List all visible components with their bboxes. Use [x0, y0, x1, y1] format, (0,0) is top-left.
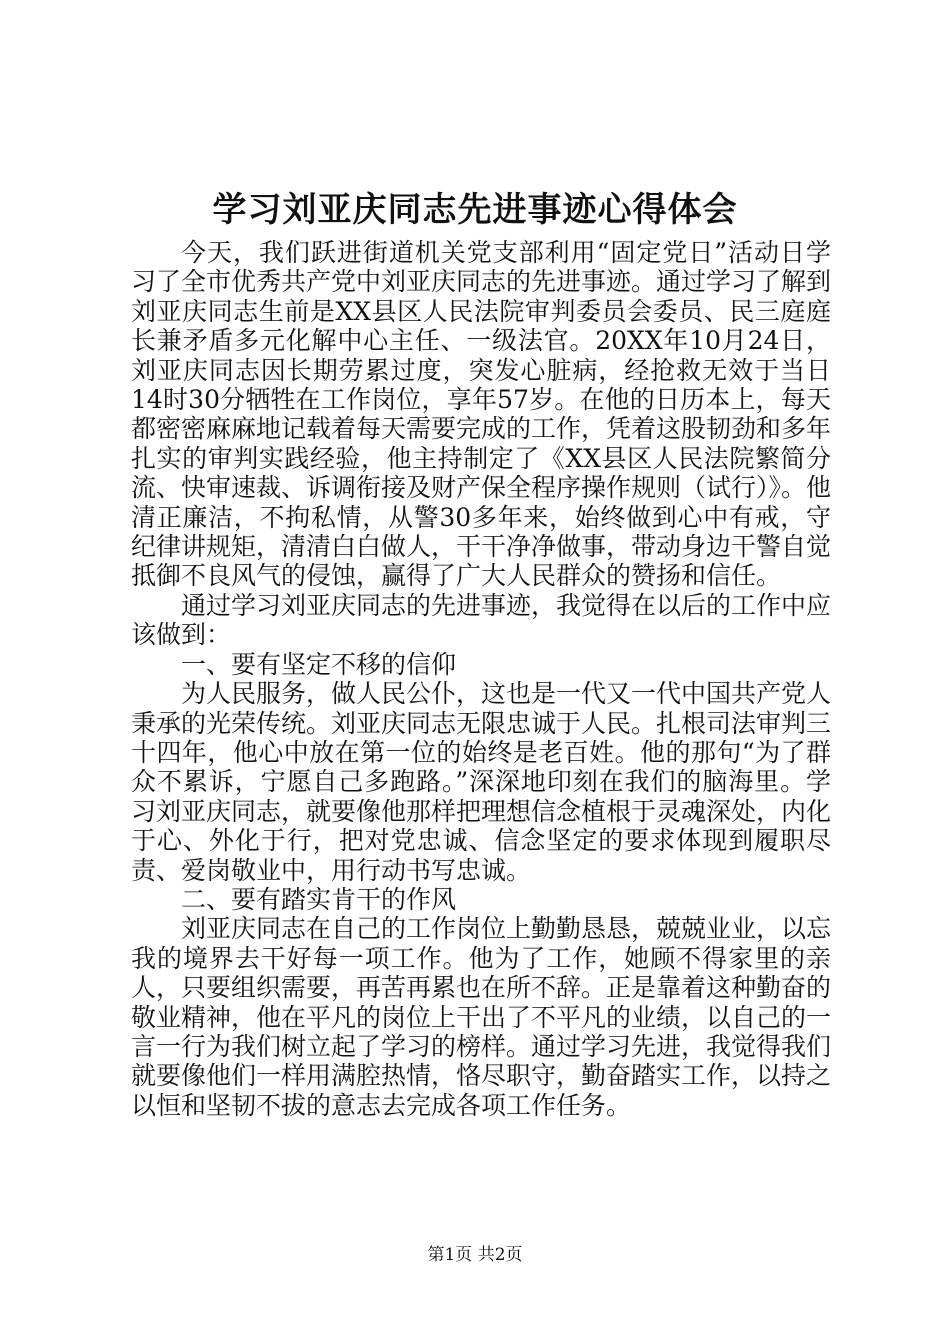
- document-title: 学习刘亚庆同志先进事迹心得体会: [212, 190, 738, 230]
- paragraph-transition: 通过学习刘亚庆同志的先进事迹，我觉得在以后的工作中应该做到：: [131, 590, 832, 650]
- section-heading-2: 二、要有踏实肯干的作风: [181, 884, 457, 914]
- paragraph-intro: 今天，我们跃进街道机关党支部利用“固定党日”活动日学习了全市优秀共产党中刘亚庆同志的先进事迹。通过学习了解到刘亚庆同志生前是XX县区人民法院审判委员会委员、民三庭庭长兼矛盾多元化解中心主任、一级法官。20XX年10月24日，刘亚庆同志因长期劳累过度，突发心脏病，经抢救无效于当日14时30分牺牲在工作岗位，享年57岁。在他的日历本上，每天都密密麻麻地记载着每天需要完成的工作，凭着这股韧劲和多年扎实的审判实践经验，他主持制定了《XX县区人民法院繁简分流、快审速裁、诉调衔接及财产保全程序操作规则（试行）》。他清正廉洁，不拘私情，从警30多年来，始终做到心中有戒，守纪律讲规矩，清清白白做人，干干净净做事，带动身边干警自觉抵御不良风气的侵蚀，赢得了广大人民群众的赞扬和信任。: [131, 238, 832, 591]
- paragraph-section-2: 刘亚庆同志在自己的工作岗位上勤勤恳恳，兢兢业业，以忘我的境界去干好每一项工作。他为了工作，她顾不得家里的亲人，只要组织需要，再苦再累也在所不辞。正是靠着这种勤奋的敬业精神，他在平凡的岗位上干出了不平凡的业绩，以自己的一言一行为我们树立起了学习的榜样。通过学习先进，我觉得我们就要像他们一样用满腔热情，恪尽职守，勤奋踏实工作，以持之以恒和坚韧不拔的意志去完成各项工作任务。: [131, 914, 832, 1120]
- section-heading-1: 一、要有坚定不移的信仰: [181, 649, 457, 679]
- document-body: [131, 238, 831, 1120]
- page-number-footer: 第1页 共2页: [427, 1245, 523, 1265]
- paragraph-section-1: 为人民服务，做人民公仆，这也是一代又一代中国共产党人秉承的光荣传统。刘亚庆同志无限忠诚于人民。扎根司法审判三十四年，他心中放在第一位的始终是老百姓。他的那句“为了群众不累诉，宁愿自己多跑路。”深深地印刻在我们的脑海里。学习刘亚庆同志，就要像他那样把理想信念植根于灵魂深处，内化于心、外化于行，把对党忠诚、信念坚定的要求体现到履职尽责、爱岗敬业中，用行动书写忠诚。: [131, 679, 832, 885]
